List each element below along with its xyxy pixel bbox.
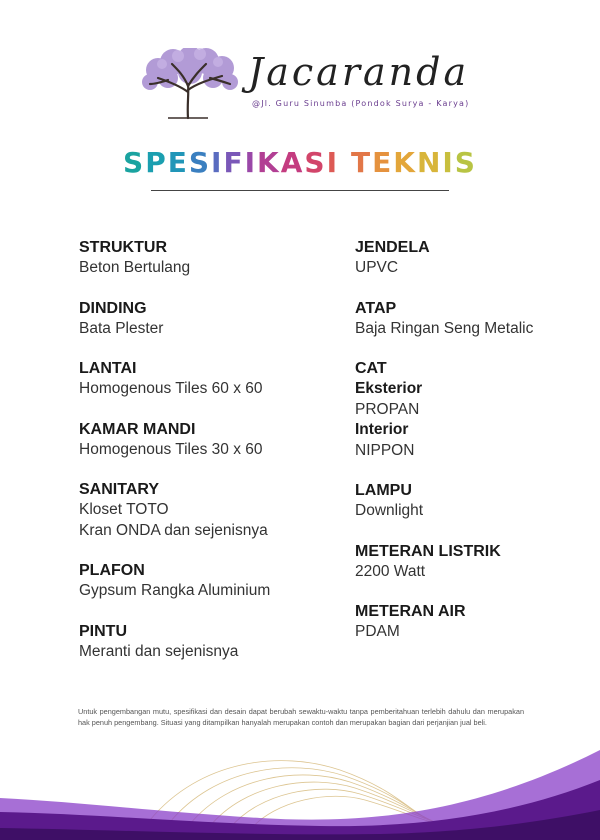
spec-value: Beton Bertulang bbox=[79, 259, 191, 276]
spec-meteran-air bbox=[355, 602, 585, 643]
title-letter: E bbox=[167, 146, 189, 179]
spec-value: Bata Plester bbox=[79, 319, 164, 337]
spec-heading: METERAN AIR bbox=[355, 603, 466, 620]
spec-heading: DINDING bbox=[79, 299, 147, 317]
spec-dinding bbox=[79, 299, 339, 340]
spec-value: Baja Ringan Seng Metalic bbox=[355, 319, 534, 337]
spec-sanitary bbox=[79, 480, 339, 541]
spec-value: Kloset TOTO bbox=[79, 501, 169, 518]
title-letter: K bbox=[257, 146, 281, 179]
spec-value: Meranti dan sejenisnya bbox=[79, 642, 239, 660]
spec-value: 2200 Watt bbox=[355, 562, 426, 580]
title-letter: I bbox=[244, 146, 258, 179]
spec-value: Gypsum Rangka Aluminium bbox=[79, 582, 271, 599]
spec-value: Downlight bbox=[355, 502, 424, 519]
title-divider bbox=[151, 190, 449, 191]
spec-heading: JENDELA bbox=[355, 239, 430, 256]
spec-jendela bbox=[355, 238, 585, 279]
spec-heading: LANTAI bbox=[79, 360, 137, 377]
spec-heading: PLAFON bbox=[79, 562, 145, 579]
spec-value: PDAM bbox=[355, 623, 400, 640]
specs-right-column bbox=[355, 238, 585, 663]
title-letter: F bbox=[223, 146, 245, 179]
title-letter: E bbox=[372, 146, 394, 179]
spec-meteran-listrik bbox=[355, 542, 585, 583]
spec-struktur bbox=[79, 238, 339, 279]
title-letter: S bbox=[123, 146, 146, 179]
spec-atap bbox=[355, 299, 585, 340]
disclaimer-footnote: Untuk pengembangan mutu, spesifikasi dan desain dapat berubah sewaktu-waktu tanpa pemberitahuan terlebih dahulu dan merupakan hak penuh pengembang. Situasi yang ditampilkan hanyalah merupakan contoh dan merupakan bagian dari perjanjian jual beli. bbox=[78, 707, 524, 727]
spec-pintu bbox=[79, 622, 339, 663]
title-letter: I bbox=[211, 146, 224, 179]
title-letter: S bbox=[304, 146, 327, 179]
jacaranda-tree-logo bbox=[138, 48, 240, 120]
header bbox=[130, 44, 490, 124]
decorative-wave-footer bbox=[0, 740, 600, 840]
title-letter: K bbox=[393, 146, 417, 179]
spec-heading: METERAN LISTRIK bbox=[355, 542, 501, 560]
brand-name: Jacaranda bbox=[248, 50, 470, 94]
spec-cat bbox=[355, 359, 585, 461]
title-letter: A bbox=[280, 146, 305, 179]
title-letter: T bbox=[350, 146, 373, 179]
spec-value: Kran ONDA dan sejenisnya bbox=[79, 521, 268, 539]
spec-value: Homogenous Tiles 30 x 60 bbox=[79, 440, 263, 458]
title-letter: N bbox=[416, 146, 443, 179]
title-letter: P bbox=[145, 146, 168, 179]
spec-value: PROPAN bbox=[355, 400, 420, 418]
spec-heading: ATAP bbox=[355, 299, 397, 317]
spec-heading: PINTU bbox=[79, 622, 127, 640]
spec-value: UPVC bbox=[355, 259, 399, 276]
spec-heading: KAMAR MANDI bbox=[79, 420, 196, 438]
spec-heading: LAMPU bbox=[355, 482, 412, 499]
spec-value: Homogenous Tiles 60 x 60 bbox=[79, 380, 263, 397]
spec-lampu bbox=[355, 481, 585, 522]
specs-left-column bbox=[79, 238, 339, 682]
spec-sub-label: Eksterior bbox=[355, 380, 423, 397]
spec-heading: CAT bbox=[355, 360, 387, 377]
title-letter: S bbox=[454, 146, 477, 179]
title-letter: I bbox=[326, 146, 339, 179]
page-title bbox=[0, 146, 600, 179]
spec-sub-label: Interior bbox=[355, 421, 409, 438]
spec-heading: STRUKTUR bbox=[79, 239, 167, 256]
spec-value: NIPPON bbox=[355, 441, 415, 459]
spec-kamar-mandi bbox=[79, 420, 339, 461]
spec-lantai bbox=[79, 359, 339, 400]
title-letter: S bbox=[188, 146, 212, 179]
spec-heading: SANITARY bbox=[79, 481, 159, 498]
brand-address: @Jl. Guru Sinumba (Pondok Surya - Karya) bbox=[252, 99, 470, 108]
spec-plafon bbox=[79, 561, 339, 602]
title-letter: I bbox=[442, 146, 455, 179]
